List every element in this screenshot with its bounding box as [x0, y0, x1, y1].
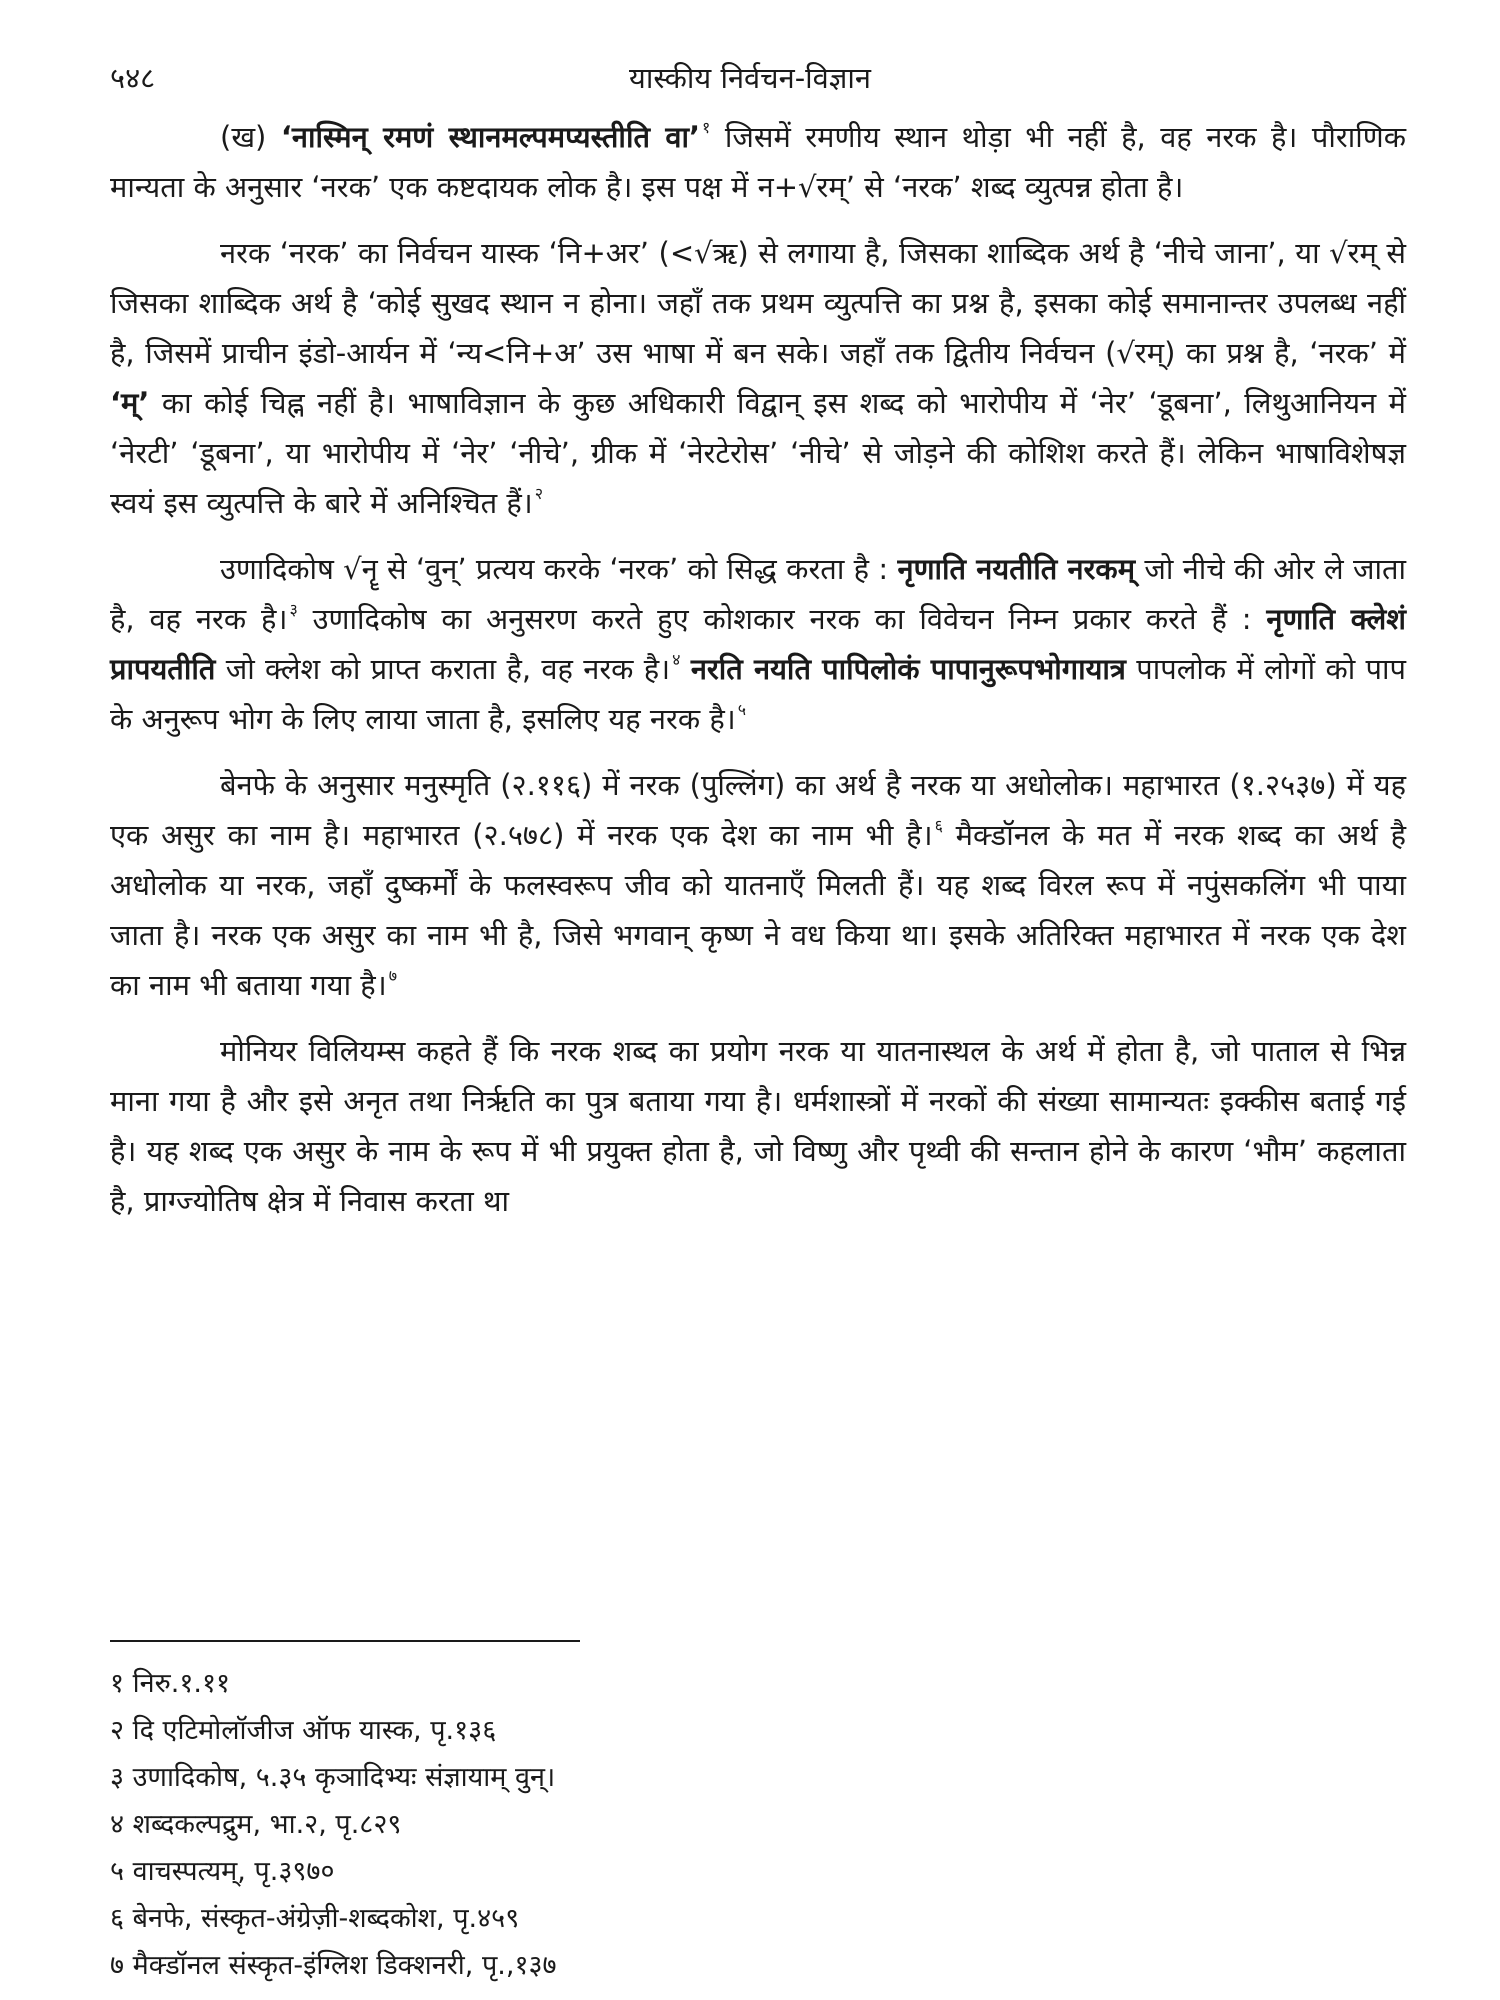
paragraph-text: मोनियर विलियम्स कहते हैं कि नरक शब्द का प्रयोग नरक या यातनास्थल के अर्थ में होता है, जो पाताल से भिन्न माना गया है और इसे अनृत तथा निर्ऋति का पुत्र बताया गया है। धर्मशास्त्रों में नरकों की संख्या सामान्यतः इक्कीस बताई गई है। यह शब्द एक असुर के नाम के रूप में भी प्रयुक्त होता है, जो विष्णु और पृथ्वी की सन्तान होने के कारण ‘भौम’ कहलाता है, प्राग्ज्योतिष क्षेत्र में निवास करता था: [110, 1034, 1406, 1218]
footnote-divider: [110, 1640, 580, 1642]
paragraph-text: का कोई चिह्न नहीं है। भाषाविज्ञान के कुछ अधिकारी विद्वान् इस शब्द को भारोपीय में ‘नेर’ ‘डूबना’, लिथुआनियन में ‘नेरटी’ ‘डूबना’, या भारोपीय में ‘नेर’ ‘नीचे’, ग्रीक में ‘नेरटेरोस’ ‘नीचे’ से जोड़ने की कोशिश करते हैं। लेकिन भाषाविशेषज्ञ स्वयं इस व्युत्पत्ति के बारे में अनिश्चित हैं।: [110, 386, 1406, 520]
paragraph-text: (ख): [220, 120, 281, 154]
body-paragraph: [110, 544, 1406, 744]
paragraph-text: नरक ‘नरक’ का निर्वचन यास्क ‘नि+अर’ (<√ऋ) से लगाया है, जिसका शाब्दिक अर्थ है ‘नीचे जाना’, या √रम् से जिसका शाब्दिक अर्थ है ‘कोई सुखद स्थान न होना। जहाँ तक प्रथम व्युत्पत्ति का प्रश्न है, इसका कोई समानान्तर उपलब्ध नहीं है, जिसमें प्राचीन इंडो-आर्यन में ‘न्य<नि+अ’ उस भाषा में बन सके। जहाँ तक द्वितीय निर्वचन (√रम्) का प्रश्न है, ‘नरक’ में: [110, 236, 1406, 370]
footnote-item: ६ बेनफे, संस्कृत-अंग्रेज़ी-शब्दकोश, पृ.४५९: [110, 1903, 520, 1934]
paragraph-text: जिसमें रमणीय स्थान थोड़ा भी नहीं है, वह नरक है। पौराणिक मान्यता के अनुसार ‘नरक’ एक कष्टदायक लोक है। इस पक्ष में न+√रम्’ से ‘नरक’ शब्द व्युत्पन्न होता है।: [110, 120, 1406, 204]
sanskrit-quotation: नृणाति नयतीति नरकम्: [897, 552, 1136, 586]
running-title: यास्कीय निर्वचन-विज्ञान: [629, 61, 871, 95]
paragraph-text: मैक्डॉनल के मत में नरक शब्द का अर्थ है अधोलोक या नरक, जहाँ दुष्कर्मों के फलस्वरूप जीव को यातनाएँ मिलती हैं। यह शब्द विरल रूप में नपुंसकलिंग भी पाया जाता है। नरक एक असुर का नाम भी है, जिसे भगवान् कृष्ण ने वध किया था। इसके अतिरिक्त महाभारत में नरक एक देश का नाम भी बताया गया है।: [110, 818, 1406, 1002]
footnote-marker: ६: [934, 816, 943, 835]
sanskrit-quotation: ‘नास्मिन् रमणं स्थानमल्पमप्यस्तीति वा’: [280, 120, 701, 154]
footnote-item: २ दि एटिमोलॉजीज ऑफ यास्क, पृ.१३६: [110, 1715, 497, 1746]
footnote-item: ४ शब्दकल्पद्रुम, भा.२, पृ.८२९: [110, 1809, 402, 1840]
footnotes: [110, 1660, 1110, 1989]
sanskrit-quotation: नरति नयति पापिलोकं पापानुरूपभोगायात्र: [690, 652, 1126, 686]
footnote-marker: ३: [289, 600, 298, 619]
body-paragraph: [110, 760, 1406, 1010]
footnote-marker: १: [702, 118, 711, 137]
footnote-item: ७ मैक्डॉनल संस्कृत-इंग्लिश डिक्शनरी, पृ.,१३७: [110, 1950, 557, 1981]
paragraph-text: पापलोक में लोगों को पाप के अनुरूप भोग के लिए लाया जाता है, इसलिए यह नरक है।: [110, 652, 1406, 736]
paragraph-text: बेनफे के अनुसार मनुस्मृति (२.११६) में नरक (पुल्लिंग) का अर्थ है नरक या अधोलोक। महाभारत (१.२५३७) में यह एक असुर का नाम है। महाभारत (२.५७८) में नरक एक देश का नाम भी है।: [110, 768, 1406, 852]
footnote-marker: २: [534, 484, 544, 503]
sanskrit-quotation: नृणाति क्लेशं प्रापयतीति: [110, 602, 1406, 686]
body-text: [110, 112, 1406, 1226]
paragraph-text: उणादिकोष का अनुसरण करते हुए कोशकार नरक का विवेचन निम्न प्रकार करते हैं :: [297, 602, 1267, 636]
body-paragraph: [110, 1026, 1406, 1226]
footnote-marker: ७: [388, 966, 398, 985]
body-paragraph: [110, 112, 1406, 212]
footnote-item: ३ उणादिकोष, ५.३५ कृञादिभ्यः संज्ञायाम् वुन्।: [110, 1762, 556, 1793]
footnote-item: १ निरु.१.११: [110, 1668, 231, 1699]
paragraph-text: उणादिकोष √नॄ से ‘वुन्’ प्रत्यय करके ‘नरक’ को सिद्ध करता है :: [220, 552, 898, 586]
page-number: ५४८: [110, 61, 156, 95]
sanskrit-quotation: ‘म्’: [110, 386, 150, 420]
footnote-marker: ५: [737, 700, 747, 719]
paragraph-text: [681, 652, 691, 686]
footnote-marker: ४: [672, 650, 681, 669]
page-header: [110, 58, 1390, 102]
footnote-item: ५ वाचस्पत्यम्, पृ.३९७०: [110, 1856, 335, 1887]
paragraph-text: जो नीचे की ओर ले जाता है, वह नरक है।: [110, 552, 1407, 636]
paragraph-text: जो क्लेश को प्राप्त कराता है, वह नरक है।: [215, 652, 671, 686]
body-paragraph: [110, 228, 1406, 528]
